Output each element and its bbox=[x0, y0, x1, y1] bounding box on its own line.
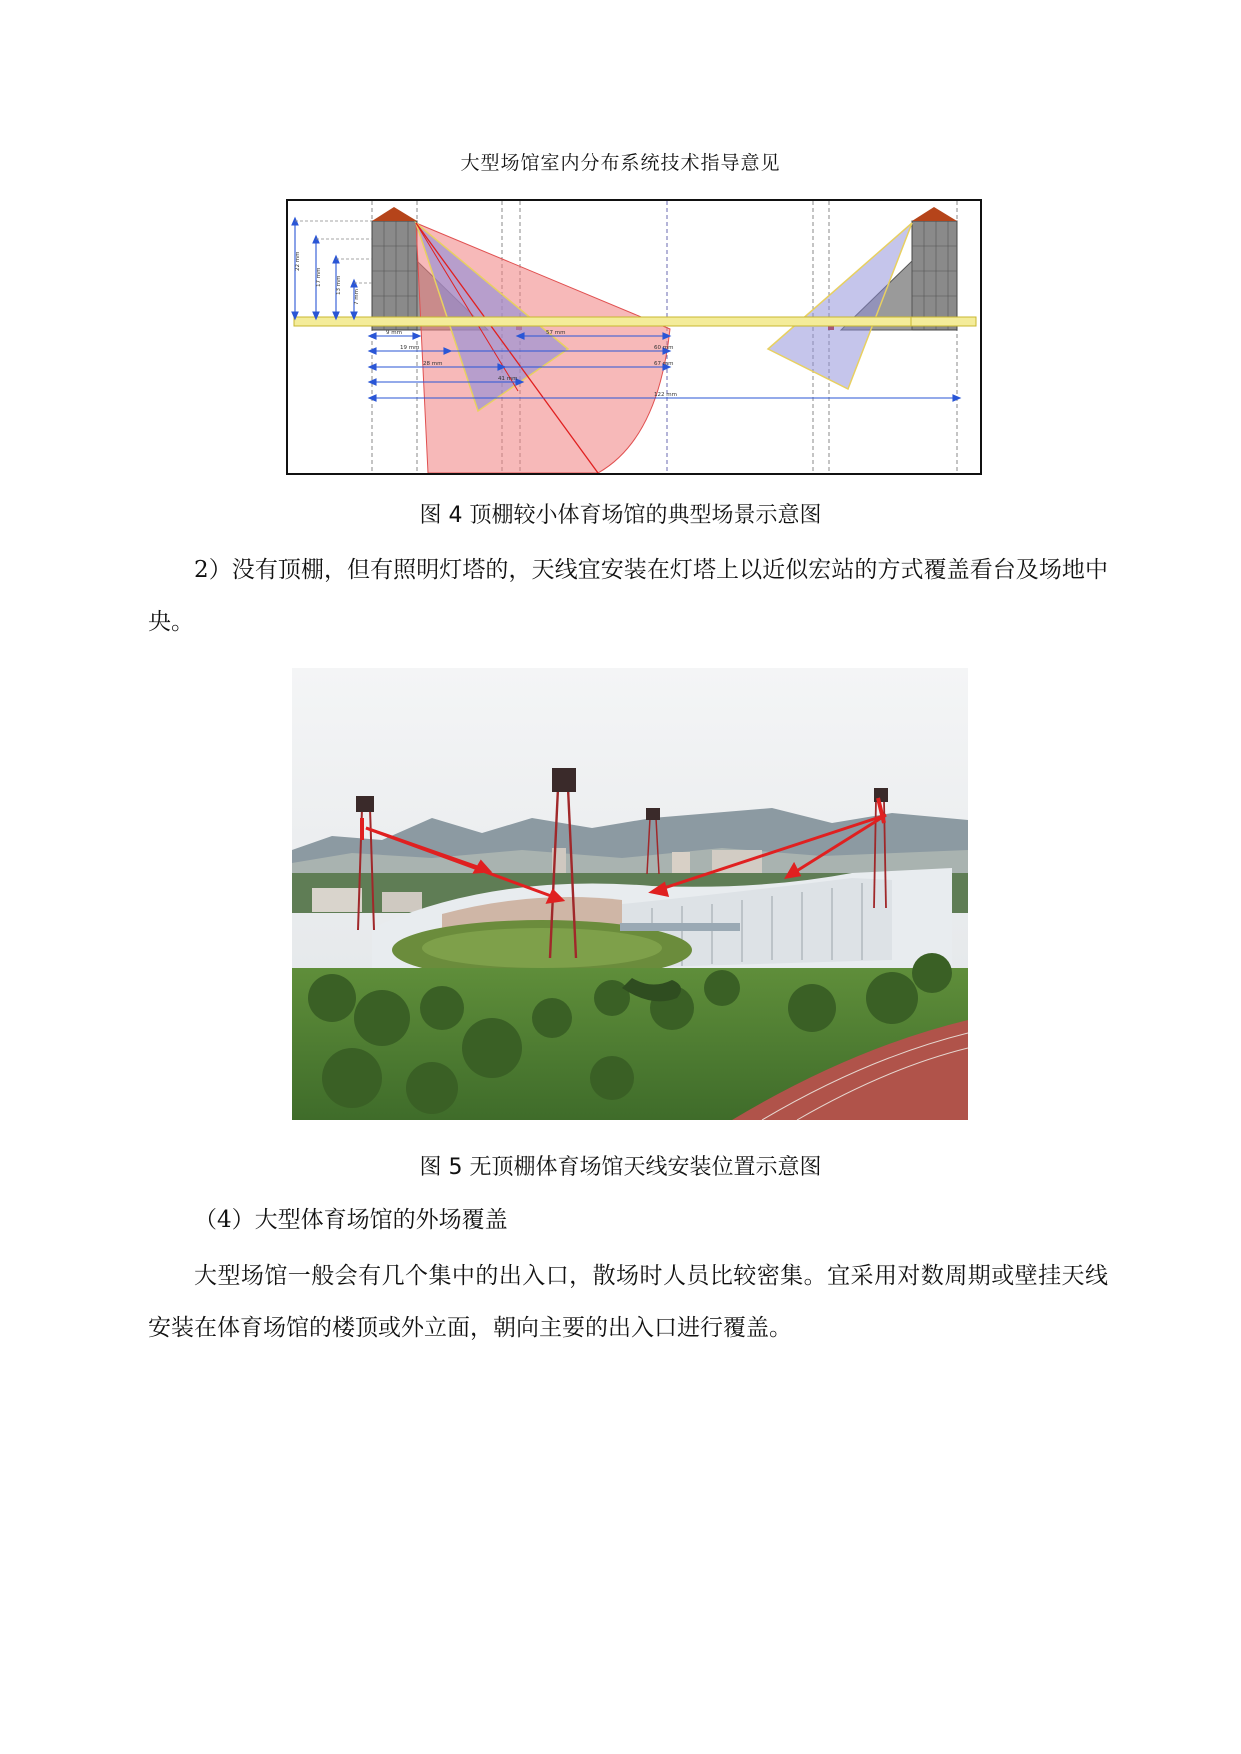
paragraph-2: 大型场馆一般会有几个集中的出入口，散场时人员比较密集。宜采用对数周期或壁挂天线安装在体育场馆的楼顶或外立面，朝向主要的出入口进行覆盖。 bbox=[148, 1263, 1108, 1341]
width-label-67: 67 mm bbox=[654, 361, 674, 367]
width-label-60: 60 mm bbox=[654, 345, 674, 351]
width-label-19: 19 mm bbox=[400, 345, 420, 351]
height-label-13: 13 mm bbox=[336, 275, 342, 295]
width-label-122: 122 mm bbox=[654, 392, 677, 398]
width-label-41: 41 mm bbox=[498, 376, 518, 382]
height-label-7: 7 mm bbox=[354, 289, 360, 305]
figure-4-caption: 图 4 顶棚较小体育场馆的典型场景示意图 bbox=[419, 503, 822, 528]
width-label-28: 28 mm bbox=[423, 361, 443, 367]
width-label-9: 9 mm bbox=[386, 330, 402, 336]
height-label-17: 17 mm bbox=[316, 267, 322, 287]
running-title: 大型场馆室内分布系统技术指导意见 bbox=[460, 152, 781, 174]
figure-5-stadium-photo bbox=[292, 668, 968, 1120]
figure-4-diagram bbox=[286, 199, 982, 475]
width-label-57: 57 mm bbox=[546, 330, 566, 336]
figure-5-caption: 图 5 无顶棚体育场馆天线安装位置示意图 bbox=[419, 1155, 822, 1180]
paragraph-1: 2）没有顶棚，但有照明灯塔的，天线宜安装在灯塔上以近似宏站的方式覆盖看台及场地中央。 bbox=[148, 557, 1108, 635]
height-label-22: 22 mm bbox=[295, 251, 301, 271]
section-heading: （4）大型体育场馆的外场覆盖 bbox=[194, 1207, 508, 1233]
